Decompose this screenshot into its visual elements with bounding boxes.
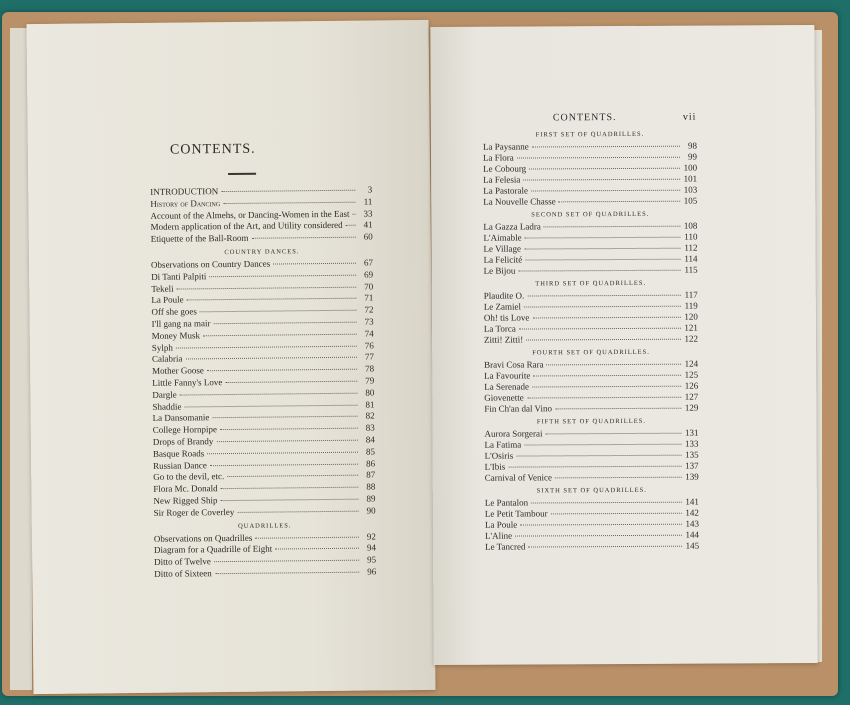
dot-leader	[273, 263, 356, 265]
toc-entry-page: 105	[683, 195, 698, 206]
dot-leader	[215, 572, 360, 575]
toc-entry-page: 101	[683, 173, 698, 184]
dot-leader	[527, 295, 681, 297]
dot-leader	[216, 440, 358, 442]
toc-entry-title: Le Petit Tambour	[484, 508, 548, 519]
toc-entry-title: Basque Roads	[152, 448, 205, 459]
dot-leader	[532, 386, 681, 388]
toc-entry-title: Money Musk	[151, 330, 201, 341]
dot-leader	[209, 274, 356, 277]
toc-entry-page: 89	[366, 493, 376, 504]
right-page	[430, 25, 817, 665]
section-heading: QUADRILLES.	[238, 521, 292, 530]
dot-leader	[518, 270, 680, 272]
toc-entry-page: 88	[366, 481, 376, 492]
dot-leader	[221, 190, 355, 192]
dot-leader	[275, 548, 359, 550]
toc-entry	[484, 265, 698, 277]
toc-entry-page: 127	[684, 391, 699, 402]
toc-entry-page: 94	[366, 542, 377, 553]
toc-entry-title: La Dansomanie	[152, 412, 210, 424]
dot-leader	[220, 428, 358, 430]
toc-entry	[151, 232, 373, 245]
toc-entry-title: La Poule	[484, 519, 518, 530]
section-heading: SIXTH SET OF QUADRILLES.	[536, 486, 647, 495]
toc-entry-page: 145	[685, 540, 700, 551]
section-heading: FOURTH SET OF QUADRILLES.	[532, 348, 650, 357]
toc-entry-title: L'Osiris	[484, 450, 514, 461]
toc-entry-title: Le Village	[483, 243, 522, 254]
toc-entry-title: Little Fanny's Love	[152, 377, 223, 388]
dot-leader	[555, 408, 681, 410]
toc-entry-page: 85	[365, 446, 376, 457]
toc-entry	[483, 196, 697, 208]
toc-entry-page: 112	[684, 242, 698, 253]
toc-entry-title: La Flora	[482, 152, 514, 163]
dot-leader	[525, 237, 681, 239]
toc-entry-page: 92	[366, 531, 376, 542]
toc-entry-title: New Rigged Ship	[153, 495, 218, 506]
toc-entry-title: Le Pantalon	[484, 497, 529, 508]
toc-entry-page: 77	[364, 351, 375, 362]
toc-entry-title: History of Dancing	[150, 197, 221, 209]
toc-entry-title: Le Cobourg	[483, 163, 527, 174]
toc-entry-page: 115	[684, 264, 698, 275]
toc-entry-title: Observations on Quadrilles	[153, 532, 253, 544]
dot-leader	[547, 364, 682, 366]
dot-leader	[520, 524, 682, 526]
dot-leader	[544, 226, 681, 228]
dot-leader	[255, 536, 359, 538]
dot-leader	[524, 444, 681, 446]
toc-entry-title: Dargle	[152, 389, 177, 400]
dot-leader	[546, 433, 682, 435]
toc-entry-title: L'Aimable	[483, 232, 522, 243]
section-heading: FIRST SET OF QUADRILLES.	[535, 130, 645, 139]
toc-entry-page: 122	[684, 333, 698, 344]
toc-entry-title: La Felesia	[483, 174, 521, 185]
dot-leader	[214, 322, 357, 324]
toc-entry-title: Flora Mc. Donald	[153, 483, 218, 495]
dot-leader	[177, 286, 357, 289]
toc-entry-page: 81	[365, 399, 375, 410]
dot-leader	[251, 237, 355, 239]
dot-leader	[180, 392, 358, 395]
toc-entry-title: L'Aline	[484, 530, 513, 541]
dot-leader	[220, 499, 358, 501]
toc-entry-page: 76	[364, 340, 374, 351]
toc-entry-title: Le Zamiel	[483, 301, 522, 312]
toc-entry-title: La Serenade	[484, 381, 529, 392]
toc-entry-title: Etiquette of the Ball-Room	[150, 232, 249, 245]
toc-entry-title: La Fatima	[484, 439, 522, 450]
toc-entry-title: La Torca	[483, 323, 516, 334]
toc-entry-title: Le Bijou	[483, 265, 516, 276]
dot-leader	[185, 404, 358, 407]
toc-entry-title: Diagram for a Quadrille of Eight	[153, 543, 273, 556]
dot-leader	[515, 535, 682, 537]
toc-entry-page: 73	[364, 316, 374, 327]
toc-entry-page: 71	[364, 292, 374, 303]
dot-leader	[346, 225, 356, 226]
dot-leader	[352, 213, 355, 214]
toc-entry-page: 103	[683, 184, 698, 195]
toc-entry-page: 41	[363, 219, 373, 230]
toc-entry-page: 137	[685, 460, 699, 471]
dot-leader	[200, 310, 357, 313]
dot-leader	[525, 259, 680, 261]
toc-entry-page: 87	[366, 469, 376, 480]
toc-entry-title: I'll gang na mair	[151, 318, 211, 329]
toc-entry-title: La Paysanne	[482, 141, 529, 152]
dot-leader	[203, 333, 357, 336]
toc-entry-title: La Gazza Ladra	[483, 221, 541, 232]
dot-leader	[533, 375, 681, 377]
section-heading: THIRD SET OF QUADRILLES.	[535, 279, 647, 288]
toc-entry-page: 114	[684, 253, 698, 264]
dot-leader	[526, 339, 681, 341]
dot-leader	[555, 477, 682, 479]
toc-entry-page: 78	[365, 363, 375, 374]
toc-entry-page: 117	[684, 289, 698, 300]
toc-entry-title: La Poule	[151, 294, 184, 306]
dot-leader	[227, 475, 358, 477]
toc-entry-page: 100	[683, 162, 698, 173]
toc-entry-page: 121	[684, 322, 698, 333]
toc-entry-title: Observations on Country Dances	[150, 258, 271, 270]
toc-entry-title: Zitti! Zitti!	[483, 334, 524, 345]
toc-entry	[485, 541, 699, 553]
toc-entry-page: 98	[687, 140, 697, 151]
toc-entry-page: 119	[684, 300, 698, 311]
toc-entry-page: 144	[685, 529, 700, 540]
toc-entry-page: 131	[684, 427, 699, 438]
toc-entry-page: 139	[685, 471, 699, 482]
toc-entry-page: 120	[684, 311, 698, 322]
section-heading: COUNTRY DANCES.	[224, 248, 300, 257]
dot-leader	[531, 502, 682, 504]
toc-entry-title: Sir Roger de Coverley	[153, 506, 235, 518]
toc-entry-page: 142	[685, 507, 699, 518]
dot-leader	[176, 345, 357, 348]
toc-entry-title: Russian Dance	[153, 459, 207, 471]
dot-leader	[559, 201, 681, 203]
dot-leader	[532, 317, 681, 319]
toc-entry	[485, 472, 699, 484]
toc-entry-page: 124	[684, 358, 699, 369]
toc-entry-page: 135	[685, 449, 699, 460]
toc-entry-page: 79	[365, 375, 375, 386]
toc-entry-title: Plaudite O.	[483, 290, 525, 301]
toc-entry-page: 108	[683, 220, 698, 231]
toc-entry-title: Modern application of the Art, and Utility considered	[150, 220, 343, 233]
toc-entry-page: 86	[366, 458, 376, 469]
toc-entry-page: 3	[367, 184, 373, 195]
dot-leader	[528, 546, 682, 548]
toc-entry-page: 129	[684, 402, 699, 413]
toc-entry-page: 72	[364, 304, 374, 315]
toc-entry-page: 84	[365, 434, 375, 445]
toc-entry-title: Ditto of Twelve	[154, 556, 211, 568]
dot-leader	[237, 510, 358, 512]
dot-leader	[551, 513, 682, 515]
toc-entry-page: 80	[365, 387, 375, 398]
dot-leader	[223, 201, 355, 203]
toc-entry-page: 141	[685, 496, 699, 507]
toc-entry	[484, 403, 698, 415]
toc-entry-page: 125	[684, 369, 699, 380]
toc-entry	[484, 334, 698, 346]
dot-leader	[531, 190, 680, 192]
section-heading: SECOND SET OF QUADRILLES.	[531, 210, 650, 219]
toc-entry-title: Tekeli	[151, 283, 174, 294]
dot-leader	[524, 248, 680, 250]
dot-leader	[212, 416, 357, 419]
page-title: CONTENTS.	[169, 141, 256, 158]
toc-entry-page: 74	[364, 328, 374, 339]
toc-entry-title: Di Tanti Palpiti	[151, 271, 207, 282]
toc-entry-title: La Nouvelle Chasse	[483, 196, 556, 207]
toc-entry-title: Go to the devil, etc.	[153, 471, 225, 483]
toc-entry-title: Account of the Almehs, or Dancing-Women in the East	[150, 208, 350, 221]
dot-leader	[207, 369, 357, 372]
toc-entry-page: 60	[363, 231, 373, 242]
toc-entry-title: Off she goes	[151, 306, 197, 318]
toc-entry-title: Calabria	[151, 353, 183, 365]
toc-entry	[154, 566, 376, 579]
toc-entry-title: Mother Goose	[152, 365, 204, 377]
dot-leader	[519, 328, 681, 330]
toc-entry-page: 82	[365, 410, 375, 421]
toc-entry-title: Drops of Brandy	[152, 436, 214, 447]
dot-leader	[225, 381, 357, 383]
toc-entry-title: Oh! tis Love	[483, 312, 530, 323]
folio: vii	[682, 111, 697, 123]
toc-entry-page: 70	[364, 281, 374, 292]
dot-leader	[207, 451, 358, 454]
toc-entry-page: 69	[364, 269, 374, 280]
toc-entry-page: 67	[363, 257, 374, 268]
toc-entry-title: Carnival of Venice	[484, 472, 553, 483]
toc-entry-page: 33	[363, 208, 373, 219]
ornament-rule	[228, 172, 256, 176]
toc-entry-page: 11	[363, 196, 373, 207]
dot-leader	[527, 397, 682, 399]
toc-entry-title: INTRODUCTION	[150, 186, 219, 197]
toc-entry-title: Ditto of Sixteen	[154, 568, 212, 579]
toc-entry-title: La Pastorale	[483, 185, 528, 196]
toc-entry-page: 99	[687, 151, 698, 162]
dot-leader	[532, 146, 680, 148]
left-page	[27, 20, 436, 694]
toc-entry-title: La Favourite	[484, 370, 531, 381]
toc-entry-page: 126	[684, 380, 699, 391]
toc-entry-title: Shaddie	[152, 401, 182, 412]
dot-leader	[186, 357, 358, 360]
toc-entry-title: Giovenette	[484, 392, 524, 403]
section-heading: FIFTH SET OF QUADRILLES.	[536, 417, 646, 426]
toc-entry-title: Le Tancred	[485, 541, 526, 552]
dot-leader	[517, 157, 680, 159]
toc-entry-page: 83	[365, 422, 375, 433]
dot-leader	[508, 466, 681, 468]
dot-leader	[210, 463, 358, 466]
toc-entry-title: Aurora Sorgerai	[484, 428, 543, 439]
toc-entry-title: La Felicité	[483, 254, 523, 265]
toc-entry-page: 95	[367, 554, 377, 565]
toc-entry-page: 90	[366, 505, 376, 516]
toc-entry-title: College Hornpipe	[152, 424, 218, 436]
toc-entry-title: Bravi Cosa Rara	[484, 359, 544, 370]
toc-entry-title: Sylph	[151, 342, 173, 353]
dot-leader	[516, 455, 681, 457]
dot-leader	[214, 560, 359, 563]
toc-entry-page: 143	[685, 518, 699, 529]
dot-leader	[221, 487, 359, 489]
toc-entry-title: Fin Ch'an dal Vino	[484, 403, 553, 414]
dot-leader	[187, 298, 357, 301]
running-head: CONTENTS.	[552, 112, 617, 124]
dot-leader	[524, 306, 681, 308]
toc-entry-page: 133	[684, 438, 699, 449]
dot-leader	[529, 168, 680, 170]
toc-entry-title: L'Ibis	[484, 461, 506, 472]
toc-entry-page: 110	[684, 231, 698, 242]
toc-entry-page: 96	[367, 566, 377, 577]
toc-entry	[154, 505, 376, 518]
dot-leader	[523, 179, 680, 181]
